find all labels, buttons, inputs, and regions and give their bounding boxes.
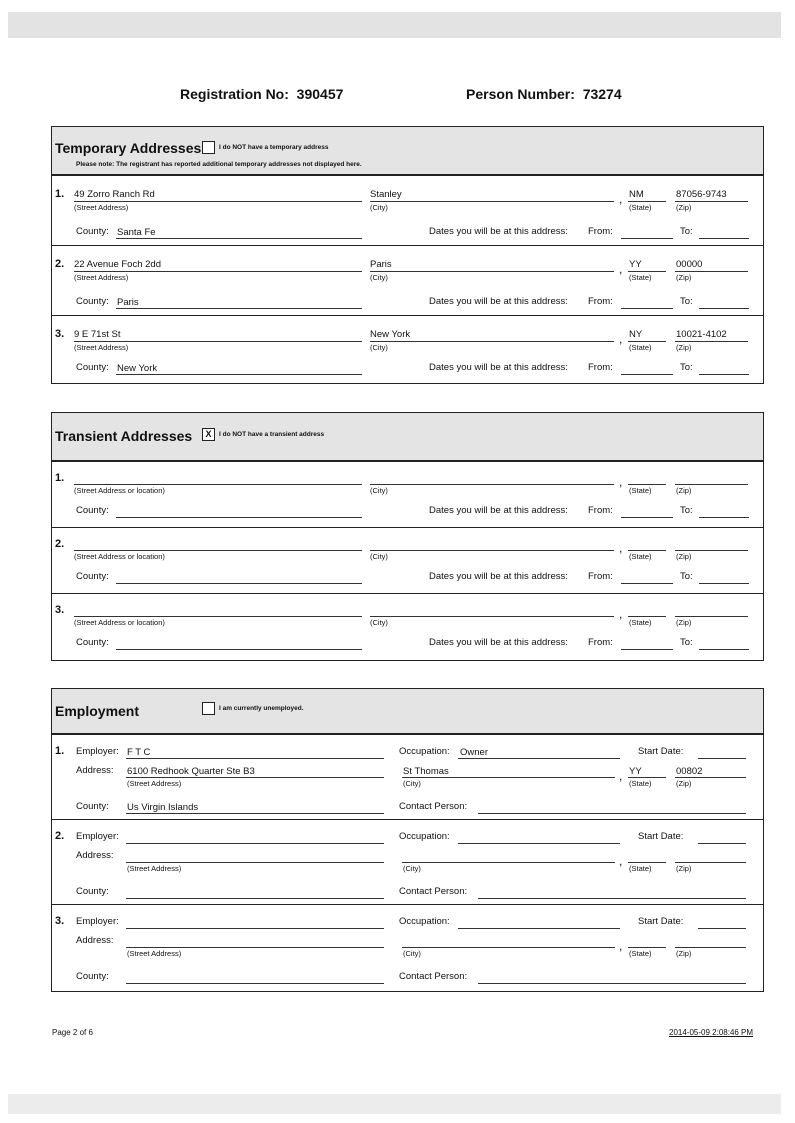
zip-label: (Zip) — [676, 949, 692, 958]
section-title: Temporary Addresses — [55, 140, 202, 156]
dates-label: Dates you will be at this address: — [429, 505, 568, 516]
entry-number: 1. — [55, 472, 65, 484]
street-field[interactable] — [74, 550, 362, 551]
to-field[interactable] — [699, 649, 749, 650]
street-value[interactable]: 22 Avenue Foch 2dd — [74, 259, 161, 270]
city-value[interactable]: Paris — [370, 259, 392, 270]
city-field[interactable] — [402, 862, 615, 863]
scan-edge-top — [8, 12, 781, 38]
county-label: County: — [76, 886, 109, 897]
to-field[interactable] — [699, 308, 749, 309]
city-field[interactable] — [402, 947, 615, 948]
county-label: County: — [76, 971, 109, 982]
comma: , — [619, 607, 623, 621]
transient-address-entry — [52, 593, 763, 660]
zip-field[interactable] — [675, 862, 746, 863]
comma: , — [619, 854, 623, 868]
checkbox-label: I am currently unemployed. — [219, 705, 304, 712]
section-title: Transient Addresses — [55, 428, 193, 444]
street-label: (Street Address) — [127, 864, 182, 873]
section-title: Employment — [55, 703, 140, 719]
employer-label: Employer: — [76, 831, 119, 842]
street-value[interactable]: 6100 Redhook Quarter Ste B3 — [127, 766, 255, 777]
unemployed-checkbox[interactable] — [202, 702, 215, 715]
from-label: From: — [588, 296, 613, 307]
zip-label: (Zip) — [676, 552, 692, 561]
checkbox-label: I do NOT have a temporary address — [219, 144, 329, 151]
county-field[interactable] — [116, 583, 362, 584]
county-label: County: — [76, 801, 109, 812]
zip-label: (Zip) — [676, 779, 692, 788]
no-temporary-checkbox[interactable] — [202, 141, 215, 154]
employer-field[interactable] — [126, 928, 384, 929]
zip-value[interactable]: 00000 — [676, 259, 703, 270]
zip-value[interactable]: 00802 — [676, 766, 703, 777]
state-field[interactable] — [628, 550, 666, 551]
street-value[interactable]: 9 E 71st St — [74, 329, 121, 340]
section-header — [52, 127, 763, 175]
comma: , — [619, 332, 623, 346]
city-label: (City) — [370, 552, 388, 561]
occupation-label: Occupation: — [399, 831, 450, 842]
start-date-field[interactable] — [698, 758, 746, 759]
zip-field[interactable] — [675, 484, 748, 485]
comma: , — [619, 939, 623, 953]
state-field[interactable] — [628, 484, 666, 485]
street-label: (Street Address or location) — [74, 618, 165, 627]
employment-entry — [52, 904, 763, 991]
zip-value[interactable]: 10021-4102 — [676, 329, 727, 340]
comma: , — [619, 262, 623, 276]
dates-label: Dates you will be at this address: — [429, 571, 568, 582]
start-date-field[interactable] — [698, 843, 746, 844]
county-value[interactable]: New York — [117, 363, 158, 374]
county-field[interactable] — [116, 649, 362, 650]
page-number: Page 2 of 6 — [52, 1028, 93, 1037]
address-label: Address: — [76, 850, 114, 861]
employer-label: Employer: — [76, 746, 119, 757]
state-label: (State) — [629, 343, 652, 352]
zip-label: (Zip) — [676, 864, 692, 873]
contact-person-field[interactable] — [478, 813, 746, 814]
zip-field[interactable] — [675, 947, 746, 948]
state-label: (State) — [629, 864, 652, 873]
county-field[interactable] — [116, 517, 362, 518]
zip-label: (Zip) — [676, 343, 692, 352]
from-label: From: — [588, 226, 613, 237]
entry-number: 3. — [55, 604, 65, 616]
dates-label: Dates you will be at this address: — [429, 362, 568, 373]
county-label: County: — [76, 362, 109, 373]
street-field[interactable] — [74, 484, 362, 485]
city-value[interactable]: St Thomas — [403, 766, 449, 777]
temporary-address-entry — [52, 175, 763, 245]
state-label: (State) — [629, 203, 652, 212]
to-label: To: — [680, 637, 693, 648]
dates-label: Dates you will be at this address: — [429, 637, 568, 648]
employer-label: Employer: — [76, 916, 119, 927]
contact-person-label: Contact Person: — [399, 971, 468, 982]
transient-address-entry — [52, 527, 763, 593]
county-value[interactable]: Santa Fe — [117, 227, 156, 238]
to-field[interactable] — [699, 238, 749, 239]
to-label: To: — [680, 505, 693, 516]
contact-person-label: Contact Person: — [399, 801, 468, 812]
to-label: To: — [680, 226, 693, 237]
entry-number: 1. — [55, 188, 65, 200]
state-label: (State) — [629, 618, 652, 627]
city-label: (City) — [403, 864, 421, 873]
employment-section — [51, 688, 764, 992]
comma: , — [619, 769, 623, 783]
from-field[interactable] — [621, 308, 673, 309]
transient-address-entry — [52, 461, 763, 527]
comma: , — [619, 541, 623, 555]
employment-entry — [52, 819, 763, 904]
zip-label: (Zip) — [676, 273, 692, 282]
to-field[interactable] — [699, 583, 749, 584]
registration-number: Registration No: 390457 — [180, 86, 344, 102]
section-header — [52, 413, 763, 461]
zip-label: (Zip) — [676, 203, 692, 212]
state-value[interactable]: YY — [629, 259, 642, 270]
from-label: From: — [588, 505, 613, 516]
state-label: (State) — [629, 779, 652, 788]
temporary-addresses-section — [51, 126, 764, 384]
entry-number: 3. — [55, 915, 65, 927]
occupation-field[interactable] — [458, 928, 620, 929]
entry-number: 3. — [55, 328, 65, 340]
to-field[interactable] — [699, 374, 749, 375]
city-label: (City) — [403, 779, 421, 788]
dates-label: Dates you will be at this address: — [429, 226, 568, 237]
no-transient-checkbox[interactable]: X — [202, 428, 215, 441]
state-field[interactable] — [628, 947, 666, 948]
street-label: (Street Address) — [74, 343, 129, 352]
city-label: (City) — [370, 273, 388, 282]
street-label: (Street Address or location) — [74, 552, 165, 561]
city-label: (City) — [403, 949, 421, 958]
city-label: (City) — [370, 618, 388, 627]
scan-edge-bottom — [8, 1094, 781, 1114]
contact-person-field[interactable] — [478, 898, 746, 899]
county-value[interactable]: Paris — [117, 297, 139, 308]
transient-addresses-section — [51, 412, 764, 661]
from-label: From: — [588, 571, 613, 582]
temporary-address-entry — [52, 245, 763, 315]
temporary-address-entry — [52, 315, 763, 383]
comma: , — [619, 192, 623, 206]
street-label: (Street Address) — [127, 949, 182, 958]
section-note: Please note: The registrant has reported additional temporary addresses not displayed here. — [76, 161, 362, 168]
comma: , — [619, 475, 623, 489]
city-value[interactable]: New York — [370, 329, 411, 340]
address-label: Address: — [76, 765, 114, 776]
state-label: (State) — [629, 552, 652, 561]
dates-label: Dates you will be at this address: — [429, 296, 568, 307]
city-field[interactable] — [370, 484, 614, 485]
person-number: Person Number: 73274 — [466, 86, 622, 102]
section-header — [52, 689, 763, 734]
city-label: (City) — [370, 486, 388, 495]
state-field[interactable] — [628, 862, 666, 863]
county-value[interactable]: Us Virgin Islands — [127, 802, 199, 813]
city-value[interactable]: Stanley — [370, 189, 402, 200]
start-date-label: Start Date: — [638, 916, 684, 927]
county-label: County: — [76, 505, 109, 516]
from-field[interactable] — [621, 583, 673, 584]
county-label: County: — [76, 571, 109, 582]
from-field[interactable] — [621, 649, 673, 650]
street-label: (Street Address or location) — [74, 486, 165, 495]
to-label: To: — [680, 362, 693, 373]
entry-number: 1. — [55, 745, 65, 757]
city-field[interactable] — [370, 550, 614, 551]
county-field[interactable] — [126, 983, 384, 984]
street-field[interactable] — [126, 947, 384, 948]
city-field[interactable] — [370, 616, 614, 617]
street-label: (Street Address) — [74, 203, 129, 212]
from-label: From: — [588, 362, 613, 373]
from-label: From: — [588, 637, 613, 648]
street-field[interactable] — [126, 862, 384, 863]
zip-field[interactable] — [675, 550, 748, 551]
start-date-field[interactable] — [698, 928, 746, 929]
employment-entry — [52, 734, 763, 819]
contact-person-label: Contact Person: — [399, 886, 468, 897]
state-label: (State) — [629, 949, 652, 958]
zip-label: (Zip) — [676, 618, 692, 627]
city-label: (City) — [370, 203, 388, 212]
contact-person-field[interactable] — [478, 983, 746, 984]
county-label: County: — [76, 226, 109, 237]
print-timestamp: 2014-05-09 2:08:46 PM — [669, 1028, 754, 1037]
employer-value[interactable]: F T C — [127, 747, 151, 758]
start-date-label: Start Date: — [638, 831, 684, 842]
street-label: (Street Address) — [74, 273, 129, 282]
state-value[interactable]: NM — [629, 189, 644, 200]
entry-number: 2. — [55, 538, 65, 550]
entry-number: 2. — [55, 258, 65, 270]
to-label: To: — [680, 571, 693, 582]
county-label: County: — [76, 637, 109, 648]
to-field[interactable] — [699, 517, 749, 518]
occupation-label: Occupation: — [399, 746, 450, 757]
checkbox-label: I do NOT have a transient address — [219, 431, 325, 438]
occupation-field[interactable] — [458, 843, 620, 844]
zip-value[interactable]: 87056-9743 — [676, 189, 727, 200]
address-label: Address: — [76, 935, 114, 946]
zip-field[interactable] — [675, 616, 748, 617]
start-date-label: Start Date: — [638, 746, 684, 757]
street-field[interactable] — [74, 616, 362, 617]
state-label: (State) — [629, 486, 652, 495]
state-value[interactable]: NY — [629, 329, 643, 340]
from-field[interactable] — [621, 517, 673, 518]
occupation-label: Occupation: — [399, 916, 450, 927]
to-label: To: — [680, 296, 693, 307]
street-value[interactable]: 49 Zorro Ranch Rd — [74, 189, 155, 200]
employer-field[interactable] — [126, 843, 384, 844]
from-field[interactable] — [621, 238, 673, 239]
street-label: (Street Address) — [127, 779, 182, 788]
entry-number: 2. — [55, 830, 65, 842]
state-field[interactable] — [628, 616, 666, 617]
zip-label: (Zip) — [676, 486, 692, 495]
city-label: (City) — [370, 343, 388, 352]
occupation-value[interactable]: Owner — [460, 747, 488, 758]
state-value[interactable]: YY — [629, 766, 642, 777]
from-field[interactable] — [621, 374, 673, 375]
county-label: County: — [76, 296, 109, 307]
state-label: (State) — [629, 273, 652, 282]
county-field[interactable] — [126, 898, 384, 899]
